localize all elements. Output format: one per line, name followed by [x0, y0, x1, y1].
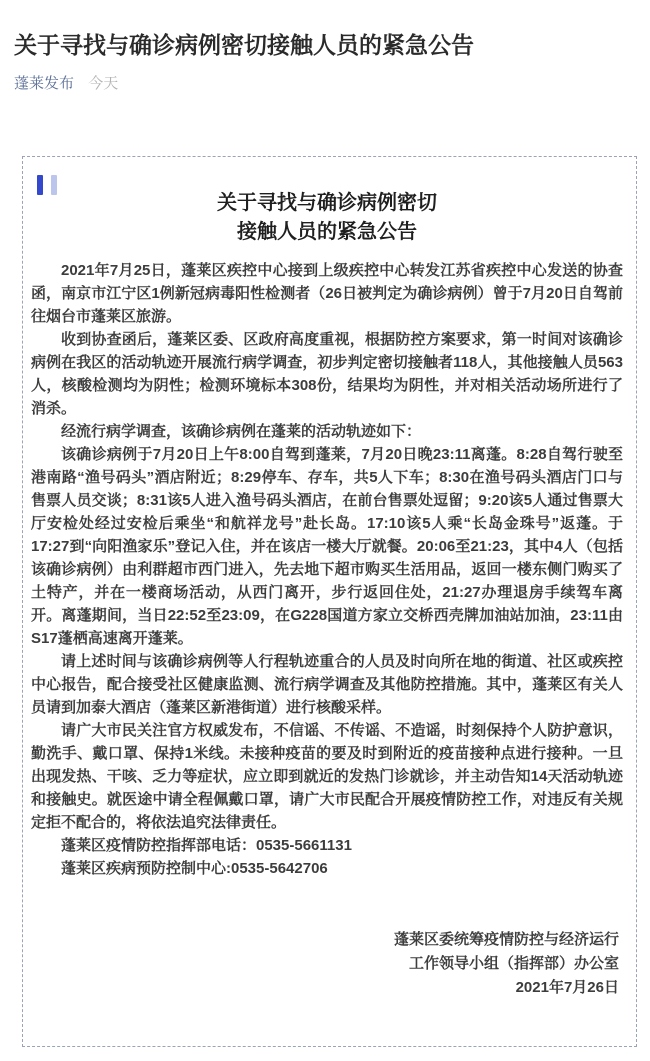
quote-bar-dark	[37, 175, 43, 195]
notice-paragraph: 请上述时间与该确诊病例等人行程轨迹重合的人员及时向所在地的街道、社区或疾控中心报告，配合接受社区健康监测、流行病学调查及其他防控措施。其中，蓬莱区有关人员请到加泰大酒店（蓬莱区新港街道）进行核酸采样。	[31, 653, 623, 716]
notice-paragraph: 该确诊病例于7月20日上午8:00自驾到蓬莱，7月20日晚23:11离蓬。8:28自驾行驶至港南路“渔号码头”酒店附近；8:29停车、存车，共5人下车；8:30在渔号码头酒店门口与售票人员交谈；8:31该5人进入渔号码头酒店，在前台售票处逗留；9:20该5人通过售票大厅安检处经过安检后乘坐“和航祥龙号”赴长岛。17:10该5人乘“长岛金珠号”返蓬。于17:27到“向阳渔家乐”登记入住，并在该店一楼大厅就餐。20:06至21:23，其中4人（包括该确诊病例）由利群超市西门进入，先去地下超市购买生活用品，返回一楼东侧门购买了土特产，并在一楼商场活动，从西门离开，步行返回住处，21:27办理退房手续驾车离开。离蓬期间，当日22:52至23:09，在G228国道方家立交桥西壳牌加油站加油，23:11由S17蓬栖高速离开蓬莱。	[31, 446, 623, 647]
notice-paragraph: 收到协查函后，蓬莱区委、区政府高度重视，根据防控方案要求，第一时间对该确诊病例在我区的活动轨迹开展流行病学调查，初步判定密切接触者118人，其他接触人员563人，核酸检测均为阴性；检测环境标本308份，结果均为阴性，并对相关活动场所进行了消杀。	[31, 331, 623, 417]
notice-paragraph: 请广大市民关注官方权威发布，不信谣、不传谣、不造谣，时刻保持个人防护意识，勤洗手、戴口罩、保持1米线。未接种疫苗的要及时到附近的疫苗接种点进行接种。一旦出现发热、干咳、乏力等症状，应立即到就近的发热门诊就诊，并主动告知14天活动轨迹和接触史。就医途中请全程佩戴口罩，请广大市民配合开展疫情防控工作，对违反有关规定拒不配合的，将依法追究法律责任。	[31, 722, 623, 831]
contact-phone-line: 蓬莱区疾病预防控制中心:0535-5642706	[61, 860, 328, 877]
notice-body	[31, 259, 623, 834]
notice-paragraph: 2021年7月25日，蓬莱区疾控中心接到上级疾控中心转发江苏省疾控中心发送的协查函，南京市江宁区1例新冠病毒阳性检测者（26日被判定为确诊病例）曾于7月20日自驾前往烟台市蓬莱区旅游。	[31, 262, 623, 325]
signature-line: 蓬莱区委统筹疫情防控与经济运行	[393, 931, 619, 948]
notice-title-line2: 接触人员的紧急公告	[237, 221, 417, 243]
signature-line: 2021年7月26日	[515, 979, 619, 996]
notice-title-line1: 关于寻找与确诊病例密切	[217, 192, 437, 214]
page-title: 关于寻找与确诊病例密切接触人员的紧急公告	[14, 32, 474, 58]
account-link[interactable]: 蓬莱发布	[14, 75, 75, 92]
notice-contacts	[31, 834, 623, 880]
notice-title	[31, 189, 623, 247]
notice-paragraph: 经流行病学调查，该确诊病例在蓬莱的活动轨迹如下：	[61, 423, 422, 440]
contact-phone-line: 蓬莱区疫情防控指挥部电话：0535-5661131	[61, 837, 352, 854]
publish-time: 今天	[88, 75, 119, 92]
article-meta	[0, 60, 650, 94]
quote-bars-icon	[37, 175, 61, 195]
notice-signature	[31, 928, 623, 1000]
signature-line: 工作领导小组（指挥部）办公室	[408, 955, 619, 972]
notice-card	[22, 156, 637, 1047]
quote-bar-light	[51, 175, 57, 195]
